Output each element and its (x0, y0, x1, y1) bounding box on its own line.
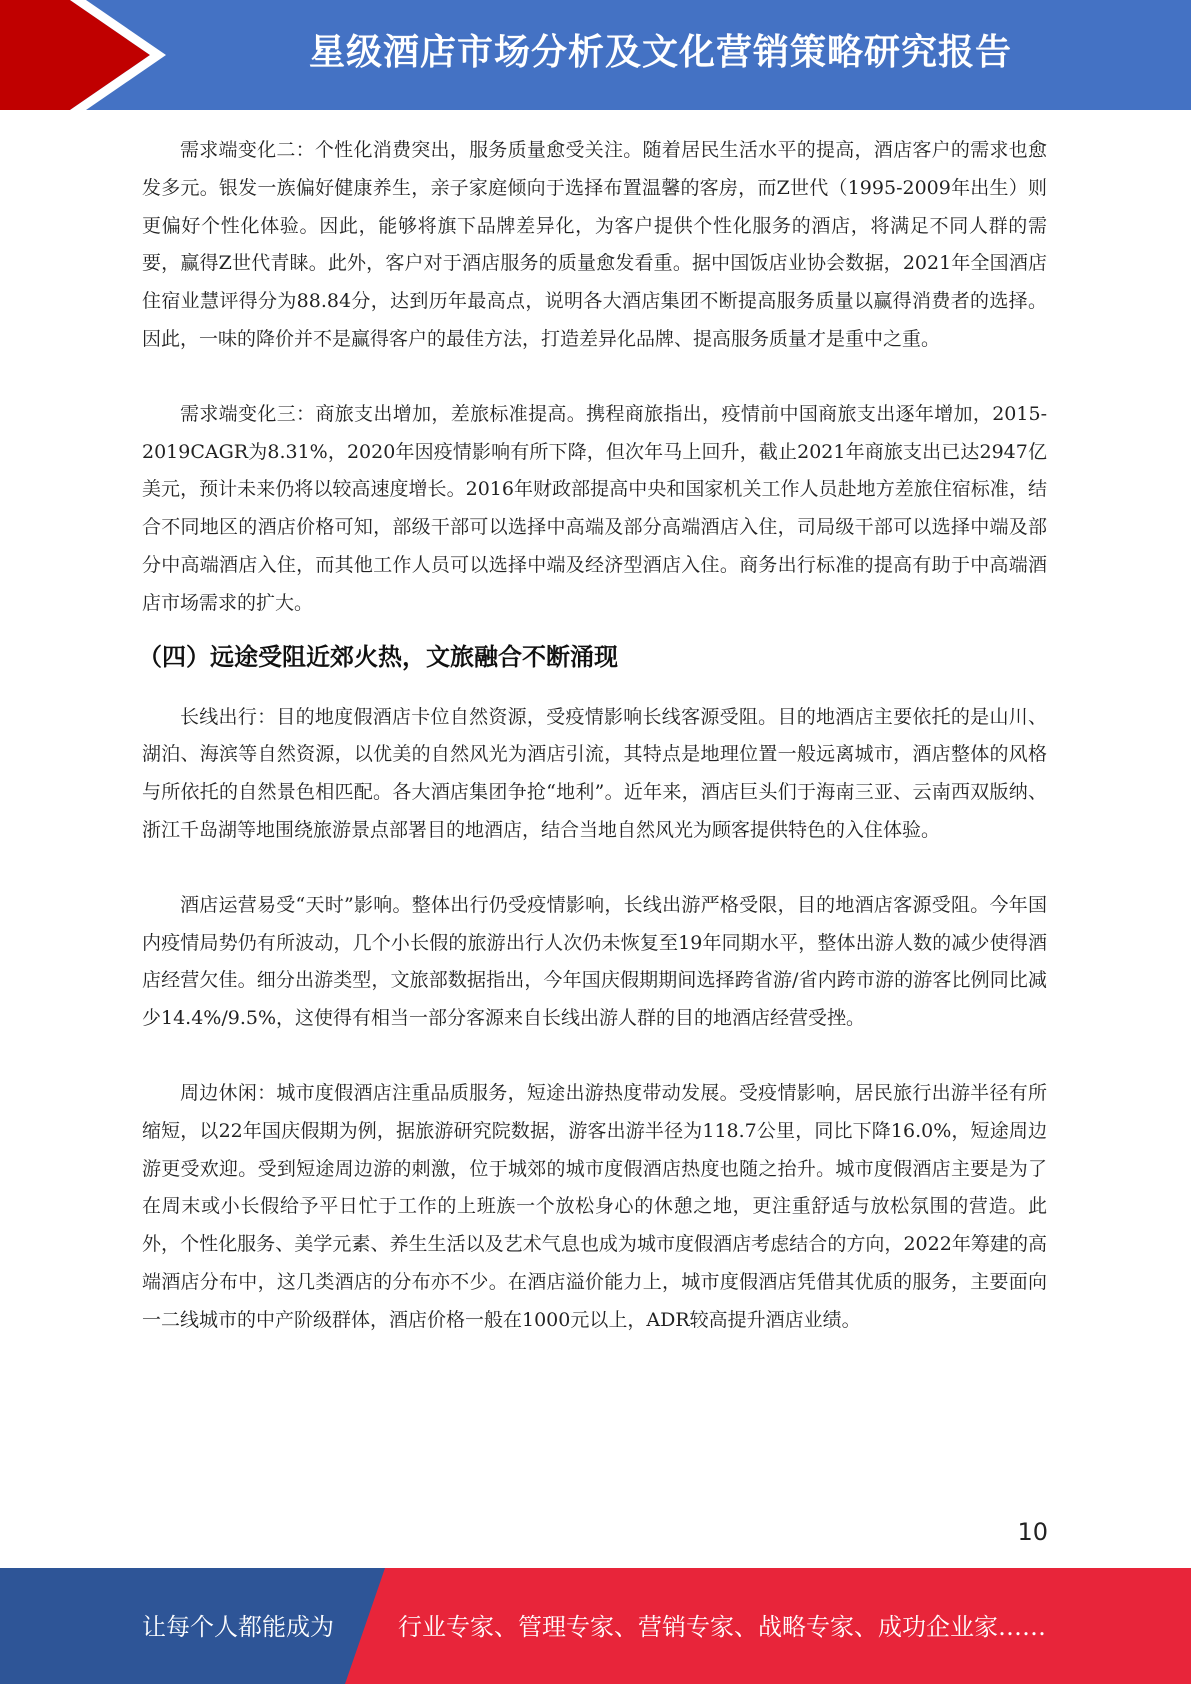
paragraph-gap (142, 1038, 1047, 1075)
paragraph-demand-change-3: 需求端变化三：商旅支出增加，差旅标准提高。携程商旅指出，疫情前中国商旅支出逐年增加，2015-2019CAGR为8.31%，2020年因疫情影响有所下降，但次年马上回升，截止2021年商旅支出已达2947亿美元，预计未来仍将以较高速度增长。2016年财政部提高中央和国家机关工作人员赴地方差旅住宿标准，结合不同地区的酒店价格可知，部级干部可以选择中高端及部分高端酒店入住，司局级干部可以选择中端及部分中高端酒店入住，而其他工作人员可以选择中端及经济型酒店入住。商务出行标准的提高有助于中高端酒店市场需求的扩大。 (142, 402, 1047, 614)
footer-slogan-right: 行业专家、管理专家、营销专家、战略专家、成功企业家…… (398, 1613, 1046, 1641)
footer-slogan-left: 让每个人都能成为 (142, 1613, 334, 1641)
paragraph-gap (142, 359, 1047, 396)
report-title: 星级酒店市场分析及文化营销策略研究报告 (308, 32, 1012, 73)
header-red-chevron (0, 0, 150, 110)
paragraph-gap (142, 850, 1047, 887)
paragraph-timing-impact: 酒店运营易受“天时”影响。整体出行仍受疫情影响，长线出游严格受限，目的地酒店客源受阻。今年国内疫情局势仍有所波动，几个小长假的旅游出行人次仍未恢复至19年同期水平，整体出游人数的减少使得酒店经营欠佳。细分出游类型，文旅部数据指出，今年国庆假期期间选择跨省游/省内跨市游的游客比例同比减少14.4%/9.5%，这使得有相当一部分客源来自长线出游人群的目的地酒店经营受挫。 (142, 893, 1047, 1030)
page-number: 10 (1017, 1518, 1048, 1546)
paragraph-nearby-leisure: 周边休闲：城市度假酒店注重品质服务，短途出游热度带动发展。受疫情影响，居民旅行出游半径有所缩短，以22年国庆假期为例，据旅游研究院数据，游客出游半径为118.7公里，同比下降16.0%，短途周边游更受欢迎。受到短途周边游的刺激，位于城郊的城市度假酒店热度也随之抬升。城市度假酒店主要是为了在周末或小长假给予平日忙于工作的上班族一个放松身心的休憩之地，更注重舒适与放松氛围的营造。此外，个性化服务、美学元素、养生生活以及艺术气息也成为城市度假酒店考虑结合的方向，2022年筹建的高端酒店分布中，这几类酒店的分布亦不少。在酒店溢价能力上，城市度假酒店凭借其优质的服务，主要面向一二线城市的中产阶级群体，酒店价格一般在1000元以上，ADR较高提升酒店业绩。 (142, 1081, 1047, 1331)
document-body (138, 132, 1047, 1340)
page-footer (0, 1568, 1191, 1684)
paragraph-demand-change-2: 需求端变化二：个性化消费突出，服务质量愈受关注。随着居民生活水平的提高，酒店客户的需求也愈发多元。银发一族偏好健康养生，亲子家庭倾向于选择布置温馨的客房，而Z世代（1995-2009年出生）则更偏好个性化体验。因此，能够将旗下品牌差异化，为客户提供个性化服务的酒店，将满足不同人群的需要，赢得Z世代青睐。此外，客户对于酒店服务的质量愈发看重。据中国饭店业协会数据，2021年全国酒店住宿业慧评得分为88.84分，达到历年最高点，说明各大酒店集团不断提高服务质量以赢得消费者的选择。因此，一味的降价并不是赢得客户的最佳方法，打造差异化品牌、提高服务质量才是重中之重。 (142, 139, 1047, 350)
section-heading: （四）远途受阻近郊火热，文旅融合不断涌现 (138, 642, 618, 671)
page-header (0, 0, 1191, 110)
paragraph-long-distance-travel: 长线出行：目的地度假酒店卡位自然资源，受疫情影响长线客源受阻。目的地酒店主要依托的是山川、湖泊、海滨等自然资源，以优美的自然风光为酒店引流，其特点是地理位置一般远离城市，酒店整体的风格与所依托的自然景色相匹配。各大酒店集团争抢“地利”。近年来，酒店巨头们于海南三亚、云南西双版纳、浙江千岛湖等地围绕旅游景点部署目的地酒店，结合当地自然风光为顾客提供特色的入住体验。 (142, 705, 1047, 841)
